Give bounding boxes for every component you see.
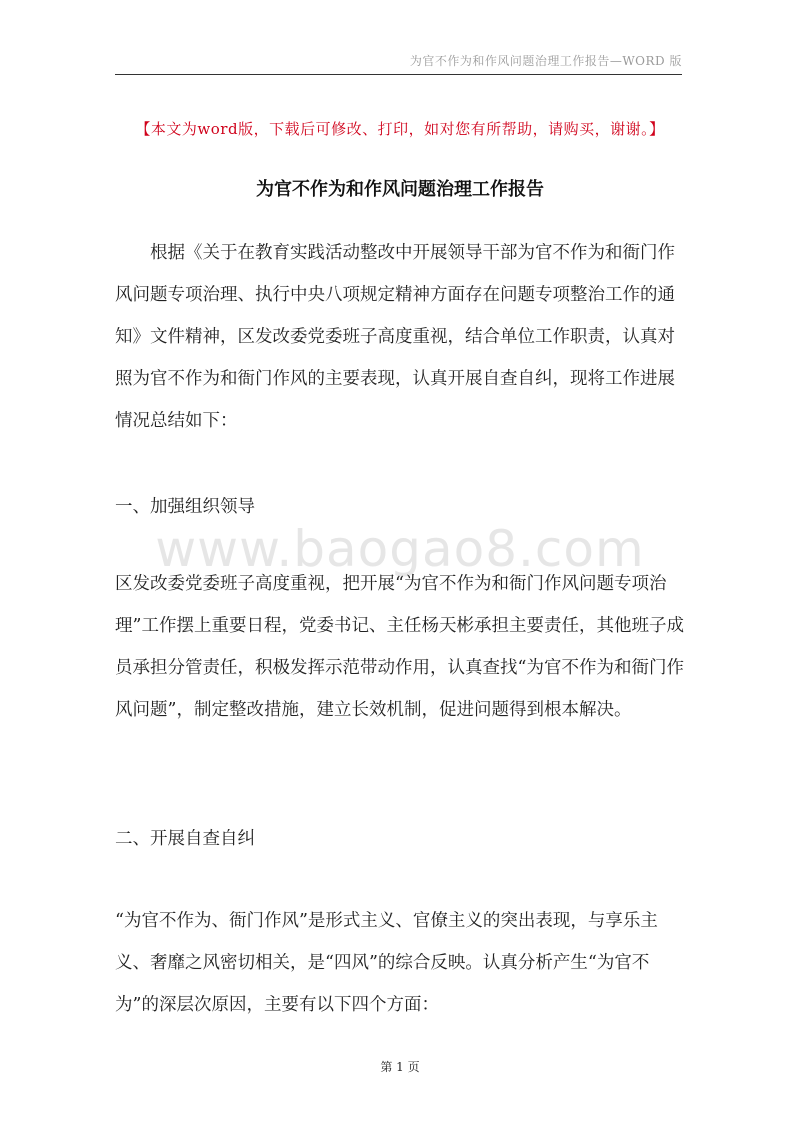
running-header: 为官不作为和作风问题治理工作报告—WORD 版	[409, 54, 682, 68]
header-divider	[115, 74, 682, 75]
intro-paragraph: 根据《关于在教育实践活动整改中开展领导干部为官不作为和衙门作风问题专项治理、执行中央八项规定精神方面存在问题专项整治工作的通知》文件精神，区发改委党委班子高度重视，结合单位工作职责，认真对照为官不作为和衙门作风的主要表现，认真开展自查自纠，现将工作进展情况总结如下：	[115, 243, 675, 431]
document-title: 为官不作为和作风问题治理工作报告	[256, 179, 544, 200]
section-1-paragraph: 区发改委党委班子高度重视，把开展“为官不作为和衙门作风问题专项治理”工作摆上重要日程，党委书记、主任杨天彬承担主要责任，其他班子成员承担分管责任，积极发挥示范带动作用，认真查找“为官不作为和衙门作风问题”，制定整改措施，建立长效机制，促进问题得到根本解决。	[115, 574, 684, 720]
watermark: www.baogao8.com	[155, 520, 645, 578]
section-heading-1: 一、加强组织领导	[115, 497, 255, 517]
purchase-notice: 【本文为word版，下载后可修改、打印，如对您有所帮助，请购买，谢谢。】	[135, 120, 665, 138]
section-2-paragraph: “为官不作为、衙门作风”是形式主义、官僚主义的突出表现，与享乐主义、奢靡之风密切相关，是“四风”的综合反映。认真分析产生“为官不为”的深层次原因，主要有以下四个方面：	[115, 911, 658, 1015]
section-heading-2: 二、开展自查自纠	[115, 829, 255, 849]
page-number: 第 1 页	[380, 1060, 420, 1074]
